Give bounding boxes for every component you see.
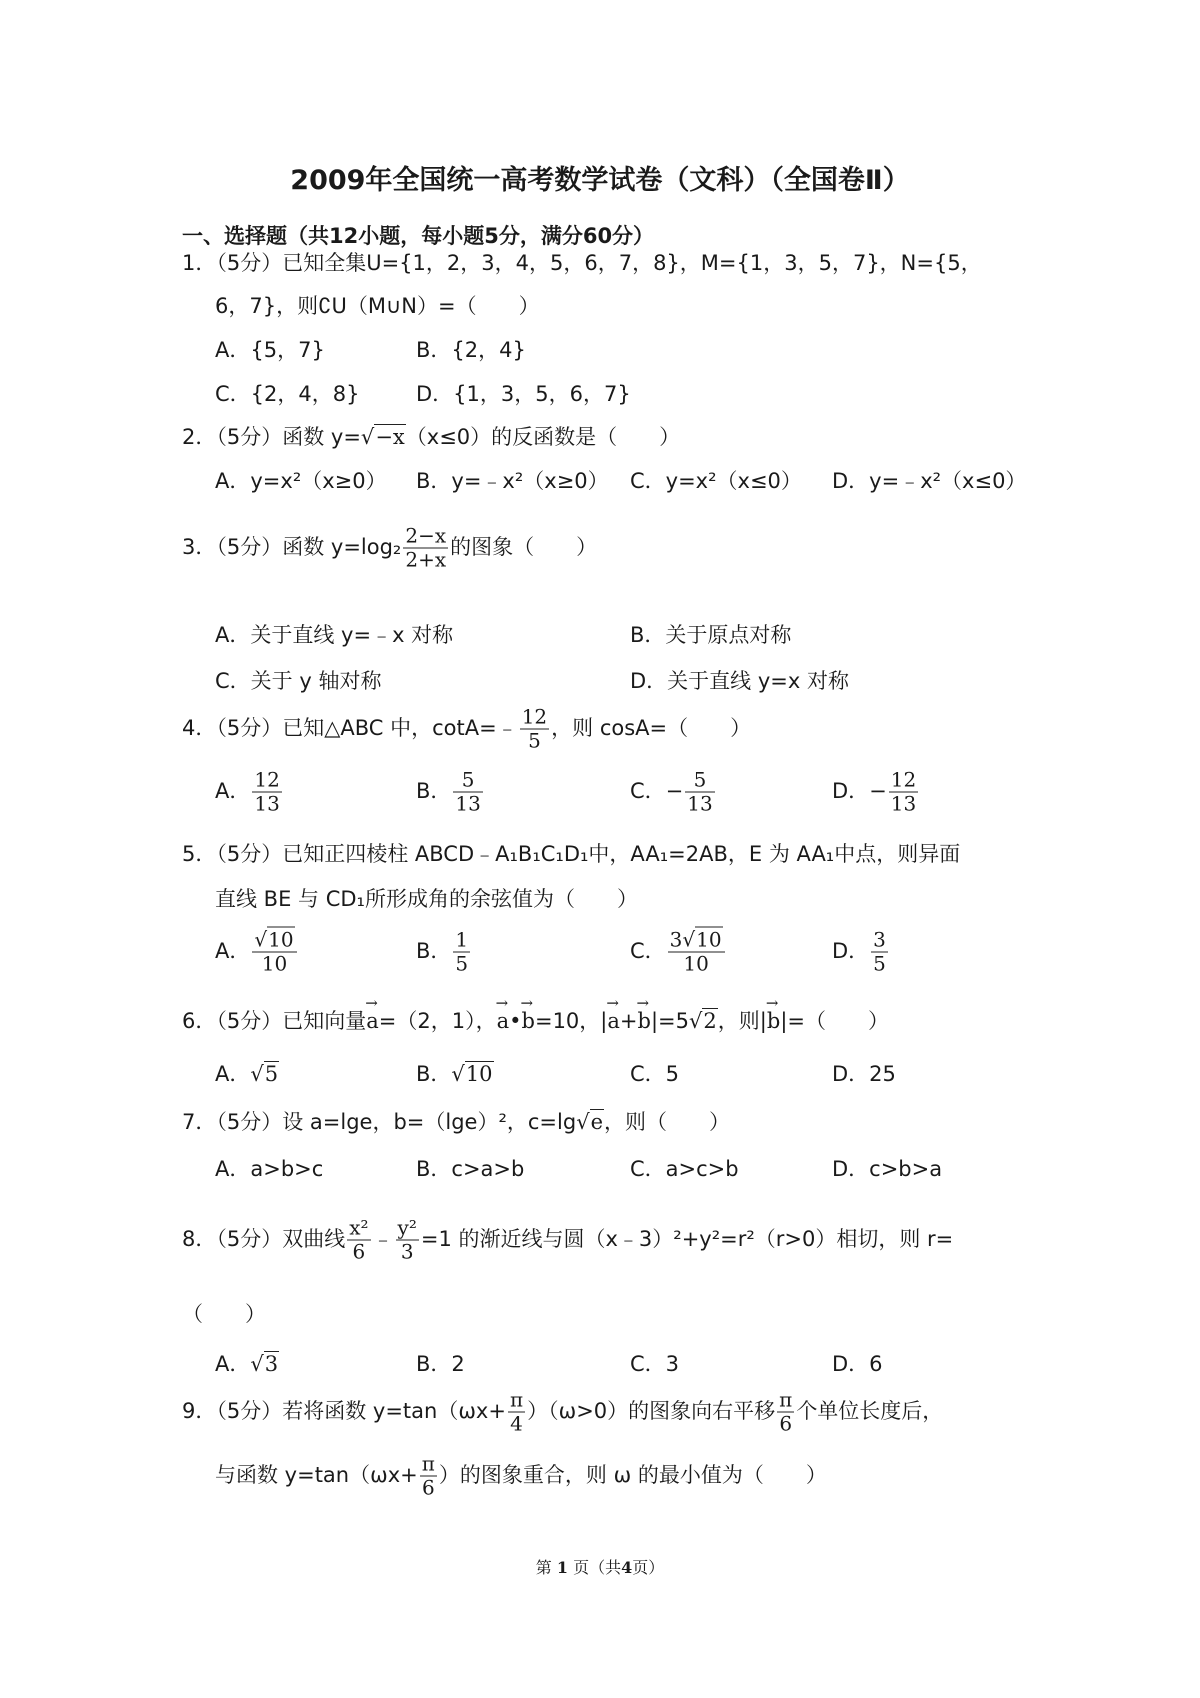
q4-numerator: 12 bbox=[521, 704, 548, 729]
q6-vector-b: → b bbox=[522, 1009, 535, 1033]
q2-option-c: C．y=x²（x≤0） bbox=[630, 469, 802, 493]
question-7 bbox=[182, 1106, 730, 1136]
q6-stem-eq2: =10，| bbox=[534, 1009, 608, 1033]
q5-option-d bbox=[832, 929, 890, 976]
q8-minus: ﹣ bbox=[372, 1227, 394, 1251]
q5-option-c: C． $\frac{3√10}{10}$ bbox=[630, 929, 727, 976]
q2-sqrt: √−x bbox=[360, 425, 405, 449]
footer-mid: 页（共 bbox=[573, 1558, 622, 1577]
exam-title: 2009年全国统一高考数学试卷（文科）（全国卷Ⅱ） bbox=[290, 165, 910, 196]
q4-b-numerator: 5 bbox=[453, 769, 482, 793]
q8-frac1-numerator: x² bbox=[349, 1215, 369, 1240]
q8-option-b: B．2 bbox=[416, 1352, 465, 1376]
question-4 bbox=[182, 706, 751, 753]
question-5-line-1: 5．（5分）已知正四棱柱 ABCD﹣A₁B₁C₁D₁中，AA₁=2AB，E 为 AA₁中点，则异面 bbox=[182, 842, 961, 866]
q4-stem-pre: 4．（5分）已知△ABC 中，cotA=﹣ bbox=[182, 716, 518, 740]
page-footer bbox=[0, 1555, 1200, 1578]
q8-option-a-label: A． bbox=[215, 1352, 251, 1376]
q2-option-b: B．y=﹣x²（x≥0） bbox=[416, 469, 609, 493]
q7-radicand: e bbox=[590, 1110, 604, 1134]
q4-option-c bbox=[630, 769, 717, 816]
q8-stem-post: =1 的渐近线与圆（x﹣3）²+y²=r²（r>0）相切，则 r= bbox=[420, 1227, 954, 1251]
question-1-line-2: 6，7}，则∁U（M∪N）=（ ） bbox=[215, 294, 540, 318]
q7-stem-pre: 7．（5分）设 a=lge，b=（lge）²，c=lg bbox=[182, 1110, 577, 1134]
footer-total-pages: 4 bbox=[621, 1558, 633, 1577]
q4-d-sign: − bbox=[869, 779, 887, 803]
q2-option-d: D．y=﹣x²（x≤0） bbox=[832, 469, 1027, 493]
q9-stem-mid: ）（ω>0）的图象向右平移 bbox=[527, 1399, 776, 1423]
q9-frac1-numerator: π bbox=[509, 1387, 524, 1412]
q3-option-a: A．关于直线 y=﹣x 对称 bbox=[215, 623, 454, 647]
q4-option-a bbox=[215, 769, 284, 816]
q4-stem-post: ，则 cosA=（ ） bbox=[551, 716, 752, 740]
q9-frac2-numerator: π bbox=[779, 1387, 793, 1412]
q8-frac2-numerator: y² bbox=[397, 1215, 417, 1240]
q6-option-a: A．√5 bbox=[215, 1062, 279, 1086]
q6-vector-a-2: → a bbox=[497, 1009, 510, 1033]
q6-vector-b-2: → b bbox=[638, 1009, 651, 1033]
q3-option-b: B．关于原点对称 bbox=[630, 623, 792, 647]
q6-option-d: D．25 bbox=[832, 1062, 896, 1086]
q4-denominator: 5 bbox=[528, 728, 541, 753]
section-heading: 一、选择题（共12小题，每小题5分，满分60分） bbox=[182, 224, 655, 248]
q2-stem-post: （x≤0）的反函数是（ ） bbox=[405, 425, 681, 449]
q3-denominator: 2+x bbox=[405, 547, 447, 572]
q5-c-denominator: 10 bbox=[683, 951, 709, 976]
question-6 bbox=[182, 1005, 889, 1035]
q5-b-numerator: 1 bbox=[455, 927, 469, 952]
q4-option-c-label: C． bbox=[630, 779, 666, 803]
footer-page-number: 1 bbox=[556, 1558, 568, 1577]
question-8 bbox=[182, 1217, 953, 1264]
question-9-line-2 bbox=[215, 1453, 827, 1500]
q7-option-c: C．a>c>b bbox=[630, 1157, 739, 1181]
q3-stem-pre: 3．（5分）函数 y=log₂ bbox=[182, 535, 402, 559]
q7-option-b: B．c>a>b bbox=[416, 1157, 525, 1181]
question-1-line-1: 1．（5分）已知全集U={1，2，3，4，5，6，7，8}，M={1，3，5，7}，N={5， bbox=[182, 251, 982, 275]
question-5-line-2: 直线 BE 与 CD₁所形成角的余弦值为（ ） bbox=[215, 887, 638, 911]
q7-sqrt: √e bbox=[576, 1110, 604, 1134]
q5-a-denominator: 10 bbox=[261, 951, 288, 976]
q3-option-d: D．关于直线 y=x 对称 bbox=[630, 669, 849, 693]
q4-b-denominator: 13 bbox=[455, 791, 481, 816]
q4-a-denominator: 13 bbox=[254, 791, 280, 816]
q6-option-a-label: A． bbox=[215, 1062, 251, 1086]
q8-option-c: C．3 bbox=[630, 1352, 680, 1376]
footer-suffix: 页） bbox=[632, 1558, 665, 1577]
question-2 bbox=[182, 421, 680, 451]
q6-vector-a: → a bbox=[366, 1009, 379, 1033]
q4-fraction bbox=[520, 706, 549, 753]
q4-option-d-label: D． bbox=[832, 779, 870, 803]
footer-prefix: 第 bbox=[535, 1558, 552, 1577]
q6-stem-eq3: |=5 bbox=[650, 1009, 690, 1033]
q5-c-radicand: 10 bbox=[696, 927, 722, 952]
q6-option-c: C．5 bbox=[630, 1062, 680, 1086]
q4-d-denominator: 13 bbox=[890, 791, 917, 816]
q3-stem-post: 的图象（ ） bbox=[450, 535, 598, 559]
q5-option-a: A． $\frac{√10}{10}$ bbox=[215, 929, 299, 976]
q6-b-radicand: 10 bbox=[465, 1062, 493, 1086]
q7-stem-post: ，则（ ） bbox=[604, 1110, 731, 1134]
q5-option-c-label: C． bbox=[630, 939, 666, 963]
q5-a-radicand: 10 bbox=[268, 927, 294, 952]
q5-option-a-label: A． bbox=[215, 939, 251, 963]
q9-line2-pre: 与函数 y=tan（ωx+ bbox=[215, 1463, 418, 1487]
q6-option-b-label: B． bbox=[416, 1062, 452, 1086]
q5-c-coefficient: 3 bbox=[669, 927, 683, 952]
q5-option-b bbox=[416, 929, 472, 976]
q6-a-radicand: 5 bbox=[264, 1062, 279, 1086]
q1-option-c: C．{2，4，8} bbox=[215, 382, 360, 406]
q6-vector-a-3: → a bbox=[607, 1009, 620, 1033]
q4-option-b bbox=[416, 769, 485, 816]
q8-option-d: D．6 bbox=[832, 1352, 883, 1376]
q2-radicand: −x bbox=[375, 425, 405, 449]
question-8-line-2: （ ） bbox=[182, 1302, 266, 1326]
q4-d-numerator: 12 bbox=[890, 767, 917, 792]
q5-option-d-label: D． bbox=[832, 939, 870, 963]
q8-frac1-denominator: 6 bbox=[352, 1239, 366, 1264]
q2-option-a: A．y=x²（x≥0） bbox=[215, 469, 387, 493]
q1-option-b: B．{2，4} bbox=[416, 338, 526, 362]
q1-option-d: D．{1，3，5，6，7} bbox=[416, 382, 631, 406]
q6-radicand: 2 bbox=[703, 1009, 717, 1033]
q6-stem-post1: ，则| bbox=[717, 1009, 767, 1033]
q6-stem-post2: |=（ ） bbox=[780, 1009, 889, 1033]
q8-option-a: A．√3 bbox=[215, 1352, 279, 1376]
q8-frac2-denominator: 3 bbox=[400, 1239, 414, 1264]
q4-option-b-label: B． bbox=[416, 779, 452, 803]
q4-a-numerator: 12 bbox=[254, 767, 280, 792]
q1-option-a: A．{5，7} bbox=[215, 338, 325, 362]
q6-vector-b-3: → b bbox=[767, 1009, 780, 1033]
q4-c-sign: − bbox=[665, 779, 684, 803]
q7-option-d: D．c>b>a bbox=[832, 1157, 943, 1181]
q9-frac3-denominator: 6 bbox=[421, 1475, 435, 1500]
q4-c-numerator: 5 bbox=[685, 769, 714, 793]
q5-d-numerator: 3 bbox=[873, 927, 886, 952]
q9-frac3-numerator: π bbox=[421, 1451, 435, 1476]
q7-option-a: A．a>b>c bbox=[215, 1157, 324, 1181]
question-3 bbox=[182, 525, 597, 572]
q6-sqrt: √2 bbox=[689, 1009, 717, 1033]
q4-option-d bbox=[832, 769, 920, 816]
q6-plus: + bbox=[619, 1009, 638, 1033]
q8-a-radicand: 3 bbox=[264, 1352, 279, 1376]
question-9-line-1 bbox=[182, 1389, 943, 1436]
q3-numerator: 2−x bbox=[405, 523, 447, 548]
q9-stem-pre: 9．（5分）若将函数 y=tan（ωx+ bbox=[182, 1399, 506, 1423]
q5-d-denominator: 5 bbox=[873, 951, 886, 976]
q8-stem-pre: 8．（5分）双曲线 bbox=[182, 1227, 346, 1251]
q3-fraction bbox=[403, 525, 448, 572]
q9-stem-post: 个单位长度后， bbox=[796, 1399, 944, 1423]
q9-line2-post: ）的图象重合，则 ω 的最小值为（ ） bbox=[438, 1463, 827, 1487]
q4-option-a-label: A． bbox=[215, 779, 251, 803]
q6-dot: • bbox=[509, 1009, 522, 1033]
q5-option-b-label: B． bbox=[416, 939, 452, 963]
q5-b-denominator: 5 bbox=[455, 951, 469, 976]
q9-frac1-denominator: 4 bbox=[510, 1411, 523, 1436]
q2-stem-pre: 2．（5分）函数 y= bbox=[182, 425, 361, 449]
q4-c-denominator: 13 bbox=[687, 791, 713, 816]
q3-option-c: C．关于 y 轴对称 bbox=[215, 669, 382, 693]
q6-stem-eq1: =（2，1）， bbox=[378, 1009, 497, 1033]
q6-stem-pre: 6．（5分）已知向量 bbox=[182, 1009, 367, 1033]
q6-option-b: B．√10 bbox=[416, 1062, 493, 1086]
q9-frac2-denominator: 6 bbox=[779, 1411, 793, 1436]
